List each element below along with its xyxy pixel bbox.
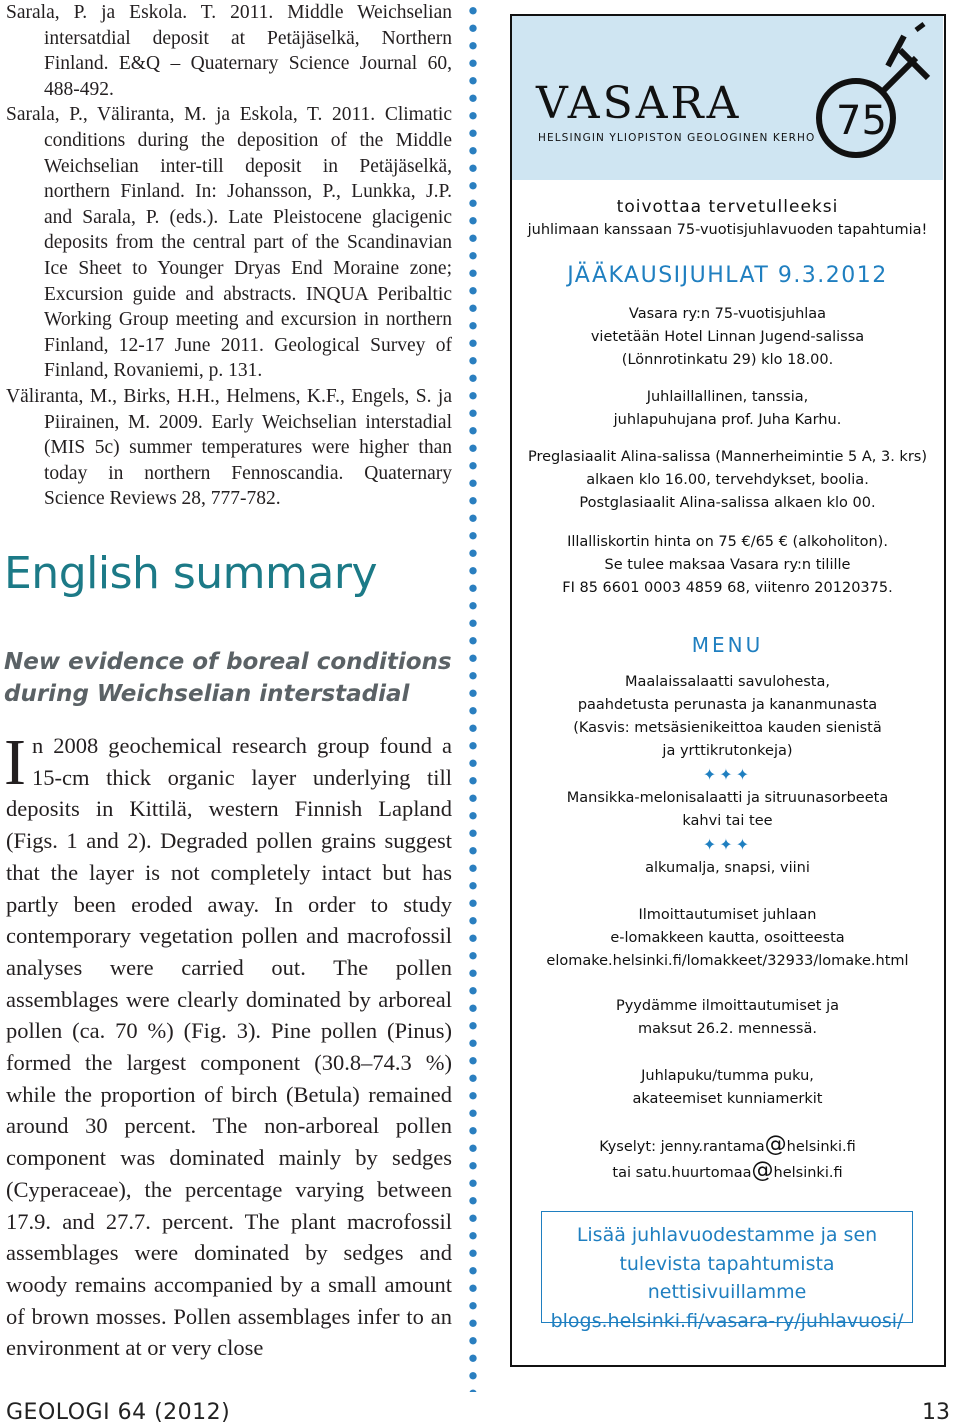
info-line: (Lönnrotinkatu 29) klo 18.00. xyxy=(621,352,834,368)
contact-email[interactable]: tai satu.huurtomaa@helsinki.fi xyxy=(612,1158,843,1183)
menu-line: kahvi tai tee xyxy=(682,813,773,829)
menu-starter xyxy=(512,671,943,763)
info-line: juhlapuhujana prof. Juha Karhu. xyxy=(613,412,842,428)
info-line: alkaen klo 16.00, tervehdykset, boolia. xyxy=(586,472,869,488)
info-line: maksut 26.2. mennessä. xyxy=(638,1021,817,1037)
info-line: akateemiset kunniamerkit xyxy=(632,1091,823,1107)
menu-line: paahdetusta perunasta ja kananmunasta xyxy=(577,697,878,713)
info-line: Juhlapuku/tumma puku, xyxy=(641,1068,814,1084)
info-line: Vasara ry:n 75-vuotisjuhlaa xyxy=(628,306,827,322)
menu-line: alkumalja, snapsi, viini xyxy=(645,860,810,876)
dinner-block xyxy=(512,386,943,432)
website-link-box xyxy=(541,1211,913,1332)
link-line: Lisää juhlavuodestamme ja sen xyxy=(576,1224,878,1246)
dress-code-block xyxy=(512,1065,943,1111)
info-line: Illalliskortin hinta on 75 €/65 € (alkoholiton). xyxy=(567,534,888,550)
summary-subtitle: New evidence of boreal conditions during Weichselian interstadial xyxy=(4,649,452,707)
reference-entry: Sarala, P. ja Eskola. T. 2011. Middle Weichselian intersatdial deposit at Petäjäselkä, Northern Finland. E&Q – Quaternary Science Journal 60, 488-492. xyxy=(6,2,452,100)
menu-dessert xyxy=(512,787,943,833)
summary-heading: English summary xyxy=(4,548,377,599)
vasara-ad xyxy=(510,14,946,1367)
menu-title: MENU xyxy=(691,633,764,657)
logo-number: 75 xyxy=(836,98,887,144)
pre-post-block xyxy=(512,446,943,515)
menu-drinks xyxy=(512,857,943,880)
website-url[interactable]: blogs.helsinki.fi/vasara-ry/juhlavuosi/ xyxy=(550,1309,904,1332)
info-line: Pyydämme ilmoittautumiset ja xyxy=(615,998,839,1014)
info-line: Juhlaillallinen, tanssia, xyxy=(646,389,809,405)
star-separator-icon: ✦✦✦ xyxy=(702,835,753,854)
event-title: JÄÄKAUSIJUHLAT 9.3.2012 xyxy=(567,263,888,288)
page-number: 13 xyxy=(922,1400,950,1425)
info-line: vietetään Hotel Linnan Jugend-salissa xyxy=(590,329,865,345)
vasara-logo-subtitle: HELSINGIN YLIOPISTON GEOLOGINEN KERHO xyxy=(538,132,816,144)
drop-cap: I xyxy=(4,726,26,799)
contact-block xyxy=(512,1133,943,1185)
menu-line: Mansikka-melonisalaatti ja sitruunasorbeeta xyxy=(566,790,889,806)
ad-header xyxy=(512,16,943,180)
reference-entry: Sarala, P., Väliranta, M. ja Eskola, T. 2011. Climatic conditions during the deposition of the Middle Weichselian inter-till deposit in Petäjäselkä, northern Finland. In: Johansson, P., Lunkka, J.P. and Sarala, P. (eds.). Late Pleistocene glacigenic deposits from the central part of the Scandinavian Ice Sheet to Younger Dryas End Moraine zone; Excursion guide and abstracts. INQUA Peribaltic Working Group meeting and excursion in northern Finland, 12-17 June 2011. Geological Survey of Finland, Rovaniemi, p. 131. xyxy=(6,104,452,382)
menu-line: Maalaissalaatti savulohesta, xyxy=(625,674,830,690)
info-line: FI 85 6601 0003 4859 68, viitenro 20120375. xyxy=(562,580,893,596)
summary-body-text: n 2008 geochemical research group found a 15-cm thick organic layer underlying till deposits in Kittilä, western Finnish Lapland (Figs. 1 and 2). Degraded pollen grains suggest that the layer is not completely intact but has partly been eroded away. In order to study contemporary vegetation pollen and macrofossil analyses were carried out. The pollen assemblages were clearly dominated by arboreal pollen (ca. 70 %) (Fig. 3). Pine pollen (Pinus) formed the largest component (30.8–74.3 %) while the proportion of birch (Betula) remained around 30 percent. The non-arboreal pollen component was dominated mainly by sedges (Cyperaceae), the percentage varying between 17.9. and 27.7. percent. The plant macrofossil assemblages were dominated by sedges and woody remains accompanied by a small amount of brown mosses. Pollen assemblages infer to an environment at or very close xyxy=(6,733,452,1361)
info-line: e-lomakkeen kautta, osoitteesta xyxy=(610,930,845,946)
info-line: Postglasiaalit Alina-salissa alkaen klo 00. xyxy=(579,495,876,511)
hammer-75-logo-icon xyxy=(804,22,934,162)
reference-entry: Väliranta, M., Birks, H.H., Helmens, K.F., Engels, S. ja Piirainen, M. 2009. Early Weichselian interstadial (MIS 5c) summer temperatures were higher than today in northern Fennoscandia. Quaternary Science Reviews 28, 777-782. xyxy=(6,385,452,510)
vasara-logo-word: VASARA xyxy=(536,78,742,129)
info-line: Preglasiaalit Alina-salissa (Mannerheimintie 5 A, 3. krs) xyxy=(527,449,928,465)
link-line: tulevista tapahtumista nettisivuillamme xyxy=(619,1252,835,1303)
ad-body xyxy=(512,180,943,1185)
reference-list xyxy=(6,0,452,512)
signup-block xyxy=(512,904,943,973)
star-separator-icon: ✦✦✦ xyxy=(702,765,753,784)
welcome-line: juhlimaan kanssaan 75-vuotisjuhlavuoden tapahtumia! xyxy=(527,222,928,238)
dotted-divider xyxy=(468,2,478,1392)
summary-body xyxy=(4,726,452,1364)
info-line: Ilmoittautumiset juhlaan xyxy=(638,907,817,923)
payment-block xyxy=(512,995,943,1041)
menu-line: (Kasvis: metsäsienikeittoa kauden sienistä xyxy=(573,720,882,736)
info-line: Se tulee maksaa Vasara ry:n tilille xyxy=(604,557,851,573)
welcome-line: toivottaa tervetulleeksi xyxy=(616,197,839,217)
journal-footer: GEOLOGI 64 (2012) xyxy=(6,1400,231,1425)
contact-email[interactable]: Kyselyt: jenny.rantama@helsinki.fi xyxy=(599,1132,856,1157)
signup-url[interactable]: elomake.helsinki.fi/lomakkeet/32933/lomake.html xyxy=(546,953,909,969)
venue-block xyxy=(512,303,943,372)
menu-line: ja yrttikrutonkeja) xyxy=(662,743,793,759)
price-block xyxy=(512,531,943,600)
